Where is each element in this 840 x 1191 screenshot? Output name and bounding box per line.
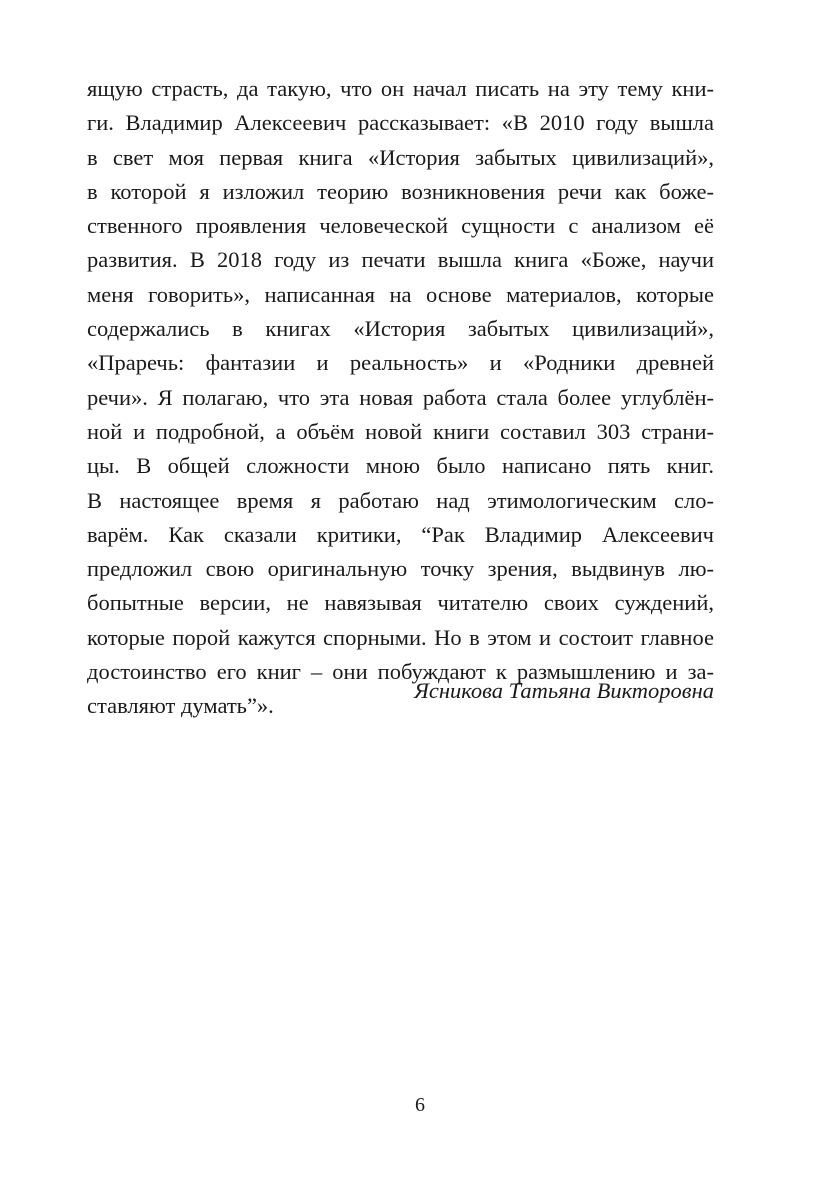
text-line: «Праречь: фантазии и реальность» и «Родники древней — [87, 350, 714, 376]
page-number: 6 — [415, 1094, 425, 1116]
text-line: предложил свою оригинальную точку зрения, выдвинув лю- — [87, 556, 714, 582]
text-line: ственного проявления человеческой сущности с анализом её — [87, 213, 714, 239]
text-line: которые порой кажутся спорными. Но в этом и состоит главное — [87, 624, 714, 650]
text-line: меня говорить», написанная на основе материалов, которые — [87, 281, 714, 307]
text-line: ной и подробной, а объём новой книги составил 303 страни- — [87, 418, 714, 444]
body-text — [87, 72, 714, 724]
text-line: в которой я изложил теорию возникновения речи как боже- — [87, 178, 714, 204]
text-line: ящую страсть, да такую, что он начал писать на эту тему кни- — [87, 76, 714, 101]
text-line: развития. В 2018 году из печати вышла книга «Боже, научи — [87, 247, 714, 273]
text-line: бопытные версии, не навязывая читателю своих суждений, — [87, 590, 714, 616]
text-line: речи». Я полагаю, что эта новая работа стала более углублён- — [87, 384, 714, 410]
text-line: содержались в книгах «История забытых цивилизаций», — [87, 316, 714, 342]
text-line: ги. Владимир Алексеевич рассказывает: «В 2010 году вышла — [87, 110, 714, 136]
text-line: варём. Как сказали критики, “Рак Владимир Алексеевич — [87, 521, 714, 547]
text-line: достоинство его книг – они побуждают к размышлению и за- — [87, 659, 714, 685]
text-line: цы. В общей сложности мною было написано пять книг. — [87, 453, 714, 479]
text-line: В настоящее время я работаю над этимологическим сло- — [87, 487, 714, 513]
author-signature: Ясникова Татьяна Викторовна — [414, 678, 714, 703]
text-line-last: ставляют думать”». — [87, 693, 274, 719]
text-line: в свет моя первая книга «История забытых цивилизаций», — [87, 144, 714, 170]
